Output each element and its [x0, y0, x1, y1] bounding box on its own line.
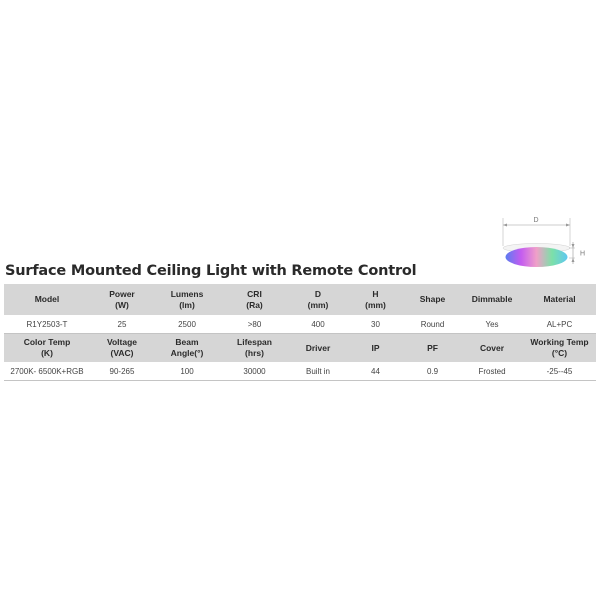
spec-value-cell: 25: [90, 315, 154, 334]
spec-value-cell: 44: [347, 362, 404, 381]
spec-value-cell: 0.9: [404, 362, 461, 381]
spec-header-cell: [220, 334, 289, 363]
spec-header-cell: [154, 284, 220, 315]
spec-header-label: Material: [543, 294, 576, 304]
spec-value-cell: AL+PC: [523, 315, 596, 334]
spec-header-cell: [4, 334, 90, 363]
spec-value-cell: 2500: [154, 315, 220, 334]
spec-value-row-1: [4, 315, 596, 334]
spec-value-cell: >80: [220, 315, 289, 334]
spec-value-cell: -25--45: [523, 362, 596, 381]
spec-value-cell: 400: [289, 315, 347, 334]
spec-header-cell: [90, 284, 154, 315]
spec-header-label: IP: [371, 342, 380, 353]
spec-header-cell: [461, 284, 523, 315]
spec-header-unit: (VAC): [110, 348, 134, 358]
spec-header-cell: [220, 284, 289, 315]
spec-header-label: Driver: [305, 342, 331, 353]
spec-header-row-2: [4, 334, 596, 363]
spec-header-label: Lifespan: [237, 337, 272, 347]
spec-header-label: Model: [34, 294, 60, 304]
spec-header-unit: Angle(°): [170, 348, 204, 358]
spec-header-unit: (Ra): [246, 299, 263, 310]
spec-header-label: Cover: [479, 342, 505, 353]
spec-header-cell: [461, 334, 523, 363]
lamp-rgb-glow: [506, 247, 568, 267]
spec-header-unit: (mm): [365, 299, 386, 310]
d-label: D: [533, 217, 539, 224]
spec-header-cell: [347, 284, 404, 315]
spec-header-cell: [523, 284, 596, 315]
d-arrow-right: [566, 224, 570, 227]
spec-header-label: Shape: [419, 294, 446, 304]
spec-header-label: Voltage: [106, 337, 138, 347]
spec-header-unit: (°C): [551, 348, 568, 358]
spec-header-cell: [154, 334, 220, 363]
spec-header-cell: [289, 284, 347, 315]
spec-header-cell: [289, 334, 347, 363]
spec-header-label: Dimmable: [471, 294, 513, 304]
h-label: H: [580, 250, 586, 258]
spec-value-cell: Built in: [289, 362, 347, 381]
spec-header-label: PF: [427, 342, 438, 353]
spec-table: [4, 284, 596, 381]
h-arrow-top: [572, 244, 575, 248]
spec-header-label: Lumens: [170, 288, 204, 299]
spec-header-cell: [4, 284, 90, 315]
spec-header-label: Working Temp: [530, 337, 589, 347]
spec-header-label: D: [314, 288, 322, 299]
spec-header-label: Beam: [175, 337, 199, 347]
spec-value-row-2: [4, 362, 596, 381]
spec-value-cell: Round: [404, 315, 461, 334]
spec-value-cell: 30: [347, 315, 404, 334]
product-title: Surface Mounted Ceiling Light with Remote Control: [5, 263, 417, 279]
spec-value-cell: Yes: [461, 315, 523, 334]
spec-value-cell: 90-265: [90, 362, 154, 381]
spec-header-unit: (W): [115, 299, 129, 310]
spec-value-cell: 2700K- 6500K+RGB: [4, 362, 90, 381]
spec-header-label: Power: [109, 288, 135, 299]
spec-value-cell: Frosted: [461, 362, 523, 381]
spec-header-cell: [404, 334, 461, 363]
spec-header-unit: (mm): [307, 299, 329, 310]
h-arrow-bottom: [572, 258, 575, 262]
spec-value-cell: R1Y2503-T: [4, 315, 90, 334]
spec-header-label: Color Temp: [23, 337, 71, 347]
lamp-dimension-diagram: [495, 212, 590, 270]
d-arrow-left: [503, 224, 507, 227]
spec-header-cell: [347, 334, 404, 363]
spec-header-label: H: [372, 288, 379, 299]
spec-value-cell: 100: [154, 362, 220, 381]
spec-header-cell: [523, 334, 596, 363]
spec-header-label: CRI: [247, 288, 262, 299]
spec-header-unit: (hrs): [245, 348, 264, 358]
spec-header-cell: [90, 334, 154, 363]
spec-header-unit: (lm): [179, 299, 195, 310]
spec-header-row-1: [4, 284, 596, 315]
spec-header-cell: [404, 284, 461, 315]
spec-header-unit: (K): [41, 348, 53, 358]
spec-value-cell: 30000: [220, 362, 289, 381]
